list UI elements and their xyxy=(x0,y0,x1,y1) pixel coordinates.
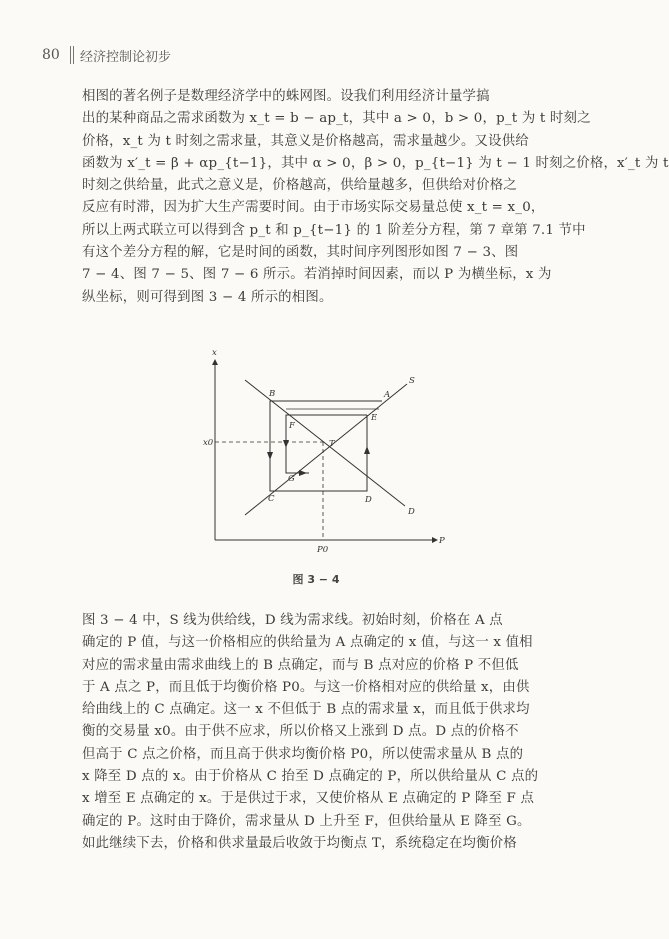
text-line: 函数为 x′_t = β + αp_{t−1}，其中 α > 0，β > 0，p_{t−1} 为 t − 1 时刻之价格，x′_t 为 t xyxy=(82,155,669,171)
figure-caption: 图 3 − 4 xyxy=(292,573,340,586)
text-line: 所以上两式联立可以得到含 p_t 和 p_{t−1} 的 1 阶差分方程，第 7 章第 7.1 节中 xyxy=(82,222,586,238)
point-d-label: D xyxy=(365,495,372,505)
text-line: 对应的需求量由需求曲线上的 B 点确定，而与 B 点对应的价格 P 不但低 xyxy=(82,657,519,673)
text-line: 7 − 4、图 7 − 5、图 7 − 6 所示。若消掉时间因素，而以 P 为横坐标，x 为 xyxy=(82,267,552,283)
demand-label: D xyxy=(408,507,415,517)
text-line: 图 3 − 4 中，S 线为供给线，D 线为需求线。初始时刻，价格在 A 点 xyxy=(82,613,503,628)
text-line: 但高于 C 点之价格，而且高于供求均衡价格 P0，所以使需求量从 B 点的 xyxy=(82,746,524,762)
text-line: 衡的交易量 x0。由于供不应求，所以价格又上涨到 D 点。D 点的价格不 xyxy=(82,724,519,740)
text-line: 出的某种商品之需求函数为 x_t = b − ap_t，其中 a > 0，b > 0，p_t 为 t 时刻之 xyxy=(82,111,591,127)
point-e-label: E xyxy=(371,413,378,423)
arrow-down-inner xyxy=(283,440,289,448)
header-divider xyxy=(70,46,74,64)
text-line: 反应有时滞，因为扩大生产需要时间。由于市场实际交易量总使 x_t = x_0， xyxy=(82,200,545,216)
text-line: 确定的 P 值，与这一价格相应的供给量为 A 点确定的 x 值，与这一 x 值相 xyxy=(82,635,533,651)
text-line: x 增至 E 点确定的 x。于是供过于求，又使价格从 E 点确定的 P 降至 F 点 xyxy=(82,791,535,807)
x-axis-label: P xyxy=(439,536,445,546)
supply-label: S xyxy=(409,376,415,386)
x0-label: x0 xyxy=(203,438,214,448)
page-number: 80 xyxy=(42,47,60,63)
cobweb-figure xyxy=(195,340,465,575)
cobweb-diagram xyxy=(195,340,465,575)
text-line: 相图的著名例子是数理经济学中的蛛网图。设我们利用经济计量学搞 xyxy=(82,89,490,104)
text-line: 确定的 P。这时由于降价，需求量从 D 上升至 F，但供给量从 E 降至 G。 xyxy=(82,813,531,829)
text-line: x 降至 D 点的 x。由于价格从 C 抬至 D 点确定的 P，所以供给量从 C 点的 xyxy=(82,769,539,785)
point-g-label: G xyxy=(288,474,295,484)
text-line: 如此继续下去，价格和供求量最后收敛于均衡点 T，系统稳定在均衡价格 xyxy=(82,835,517,851)
text-line: 时刻之供给量，此式之意义是，价格越高，供给量越多，但供给对价格之 xyxy=(82,178,517,194)
point-c-label: C xyxy=(268,494,275,504)
point-f-label: F xyxy=(289,421,295,431)
book-title: 经济控制论初步 xyxy=(80,49,172,65)
arrow-right-inner xyxy=(299,470,307,476)
point-t-label: T xyxy=(329,439,335,449)
text-line: 给曲线上的 C 点确定。这一 x 不但低于 B 点的需求量 x，而且低于供求均 xyxy=(82,702,530,718)
p0-label: P0 xyxy=(317,545,329,555)
text-line: 纵坐标，则可得到图 3 − 4 所示的相图。 xyxy=(82,289,333,305)
page-header xyxy=(42,46,171,64)
point-b-label: B xyxy=(269,389,276,399)
text-line: 价格，x_t 为 t 时刻之需求量，其意义是价格越高，需求量越少。又设供给 xyxy=(82,133,529,149)
arrow-up xyxy=(364,446,370,454)
text-line: 于 A 点之 P，而且低于均衡价格 P0。与这一价格相对应的供给量 x，由供 xyxy=(82,679,530,695)
text-line: 有这个差分方程的解，它是时间的函数，其时间序列图形如图 7 − 3、图 xyxy=(82,245,519,261)
point-a-label: A xyxy=(384,390,391,400)
y-axis-label: x xyxy=(212,348,217,358)
arrow-down xyxy=(267,452,273,460)
paragraph-1 xyxy=(82,86,669,309)
paragraph-2 xyxy=(82,610,579,855)
